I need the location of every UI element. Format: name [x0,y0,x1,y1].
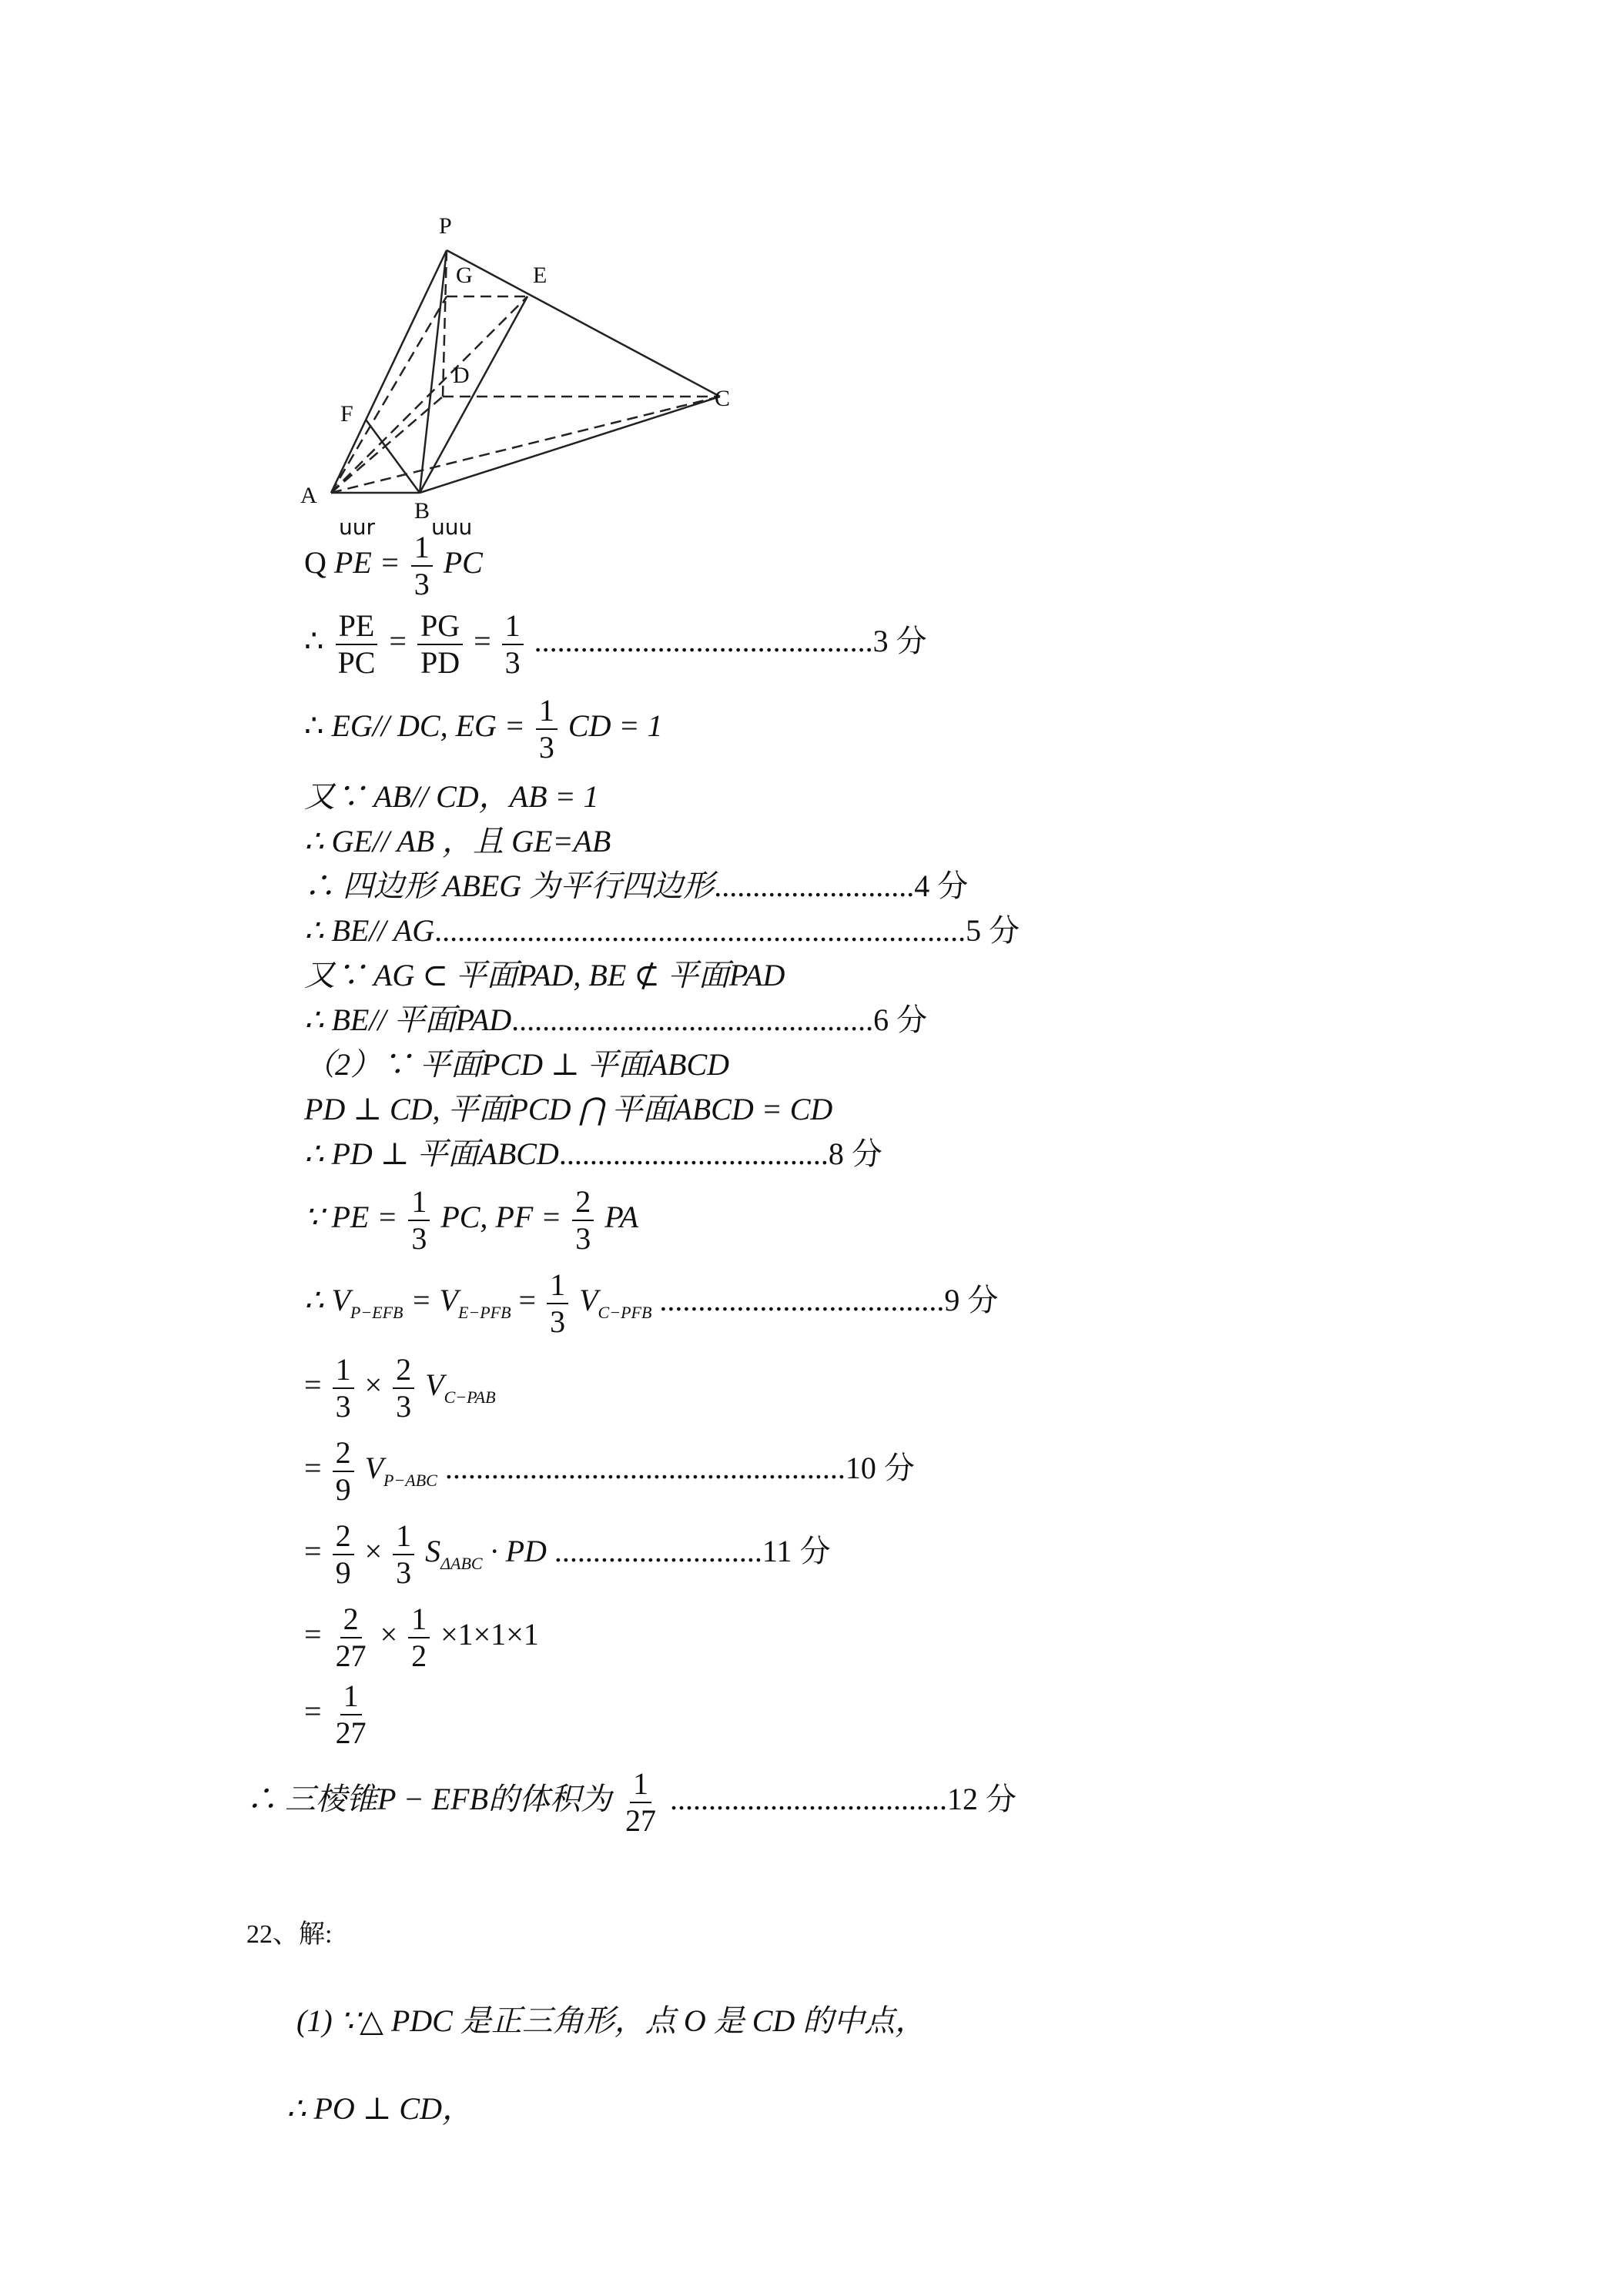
q22-heading: 22、解: [246,1920,333,1949]
edge-AC [331,397,720,493]
vector-mark-pe: uur [339,514,376,540]
line-eg-parallel: ∴ EG// DC, EG = $\frac{1}{3}$ CD = 1 [304,693,663,765]
line-volume-4: = $\frac{2}{9}$ × $\frac{1}{3}$ $S_{\Delta ABC}$ · PD ...........................11 分 [304,1518,831,1590]
label-E: E [533,263,547,288]
line-ab-parallel: 又∵ AB// CD，AB = 1 [304,779,599,814]
line-part2-start: （2）∵ 平面PCD ⊥ 平面ABCD [304,1047,730,1082]
label-P: P [439,213,452,239]
line-ge-ab: ∴ GE// AB ，且 GE=AB [304,824,611,858]
label-F: F [340,401,353,427]
label-G: G [456,263,473,288]
line-pe-pf: ∵ PE = $\frac{1}{3}$ PC, PF = $\frac{2}{3}$ PA [304,1184,639,1256]
label-B: B [414,498,430,524]
pyramid-figure [293,196,755,527]
label-A: A [300,483,317,508]
line-be-ag: ∴ BE// AG.....................................................................5 分 [304,913,1020,948]
label-D: D [453,363,470,388]
line-volume-2: = $\frac{1}{3}$ × $\frac{2}{3}$ $V_{C-PAB}$ [304,1352,496,1424]
vector-mark-pc: uuu [431,514,473,540]
line-ag-subset: 又∵ AG ⊂ 平面PAD, BE ⊄ 平面PAD [304,958,785,992]
edge-PA [331,250,447,493]
edge-PC [447,250,720,397]
label-C: C [715,386,731,411]
line-pd-cd: PD ⊥ CD, 平面PCD ⋂ 平面ABCD = CD [304,1092,833,1126]
line-volume-1: ∴ $V_{P-EFB} = V_{E-PFB}$ = $\frac{1}{3}$ $V_{C-PFB}$ .....................................9 分 [304,1267,999,1339]
line-ratios: ∴ $\frac{PE}{PC}$ = $\frac{PG}{PD}$ = $\frac{1}{3}$ ............................................3 分 [304,608,927,680]
line-pd-plane: ∴ PD ⊥ 平面ABCD...................................8 分 [304,1136,882,1171]
line-parallelogram: ∴ 四边形 ABEG 为平行四边形..........................4 分 [304,869,969,903]
q22-line-2: ∴ PO ⊥ CD， [286,2091,473,2126]
line-volume-3: = $\frac{2}{9}$ $V_{P-ABC}$ ....................................................10 分 [304,1435,915,1507]
line-volume-6: = $\frac{1}{27}$ [304,1678,367,1750]
line-conclusion: ∴ 三棱锥P − EFB的体积为 $\frac{1}{27}$ ....................................12 分 [246,1766,1017,1838]
q22-line-1: (1) ∵△ PDC 是正三角形，点 O 是 CD 的中点， [296,2003,926,2038]
line-volume-5: = $\frac{2}{27}$ × $\frac{1}{2}$ ×1×1×1 [304,1602,539,1673]
line-pe-ratio: Q PE = $\frac{1}{3}$ PC [304,530,483,601]
line-be-plane: ∴ BE// 平面PAD...............................................6 分 [304,1002,928,1037]
